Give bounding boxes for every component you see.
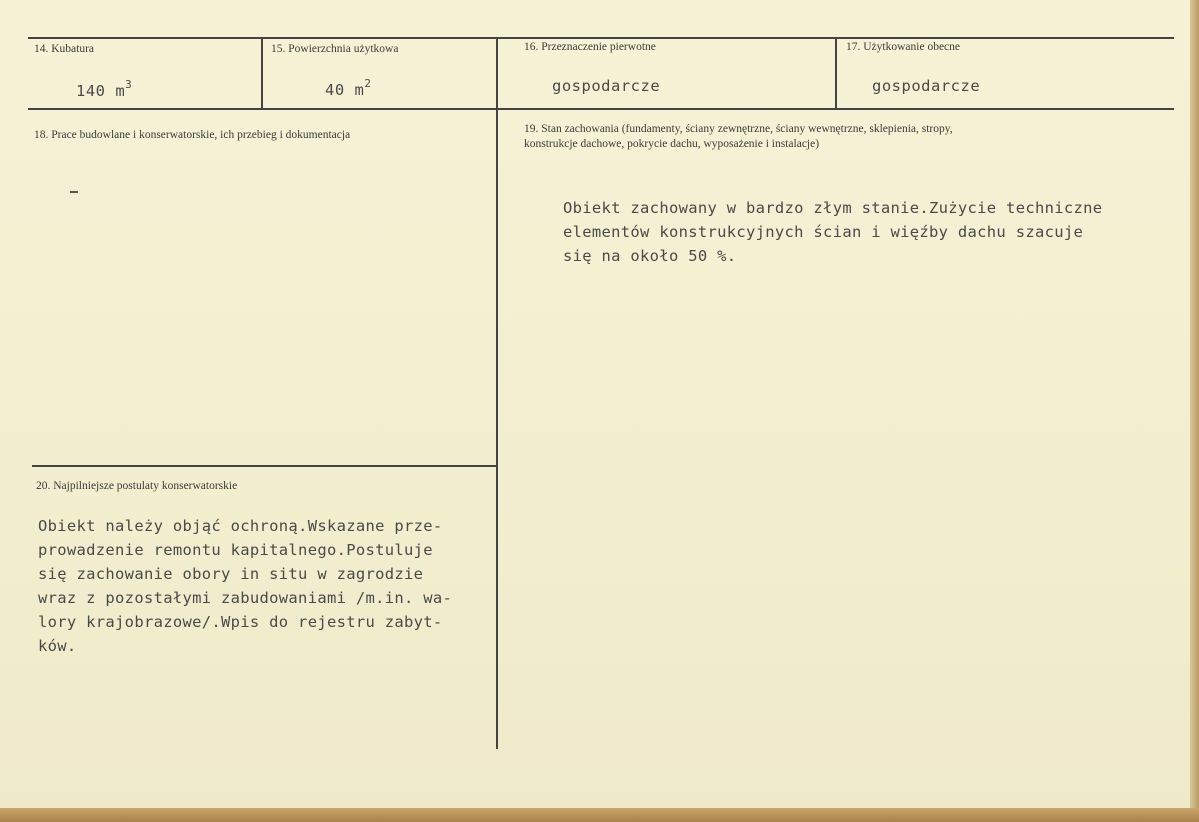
field-19-label-line1: 19. Stan zachowania (fundamenty, ściany zewnętrzne, ściany wewnętrzne, sklepienia, stropy, [524,123,953,135]
field-20-label: 20. Najpilniejsze postulaty konserwatorskie [36,480,238,492]
section18-bottom-rule [32,465,497,467]
field-16-label: 16. Przeznaczenie pierwotne [524,41,656,53]
field-20-line: Obiekt należy objąć ochroną.Wskazane prze- [38,517,443,535]
field-14-value [76,78,132,100]
row1-bottom-rule [28,108,1174,110]
field-17-label: 17. Użytkowanie obecne [846,41,961,53]
field-19-label-line2: konstrukcje dachowe, pokrycie dachu, wyposażenie i instalacje) [524,138,820,150]
divider-14-15 [261,37,263,109]
field-17-value: gospodarcze [872,77,981,95]
top-rule [28,37,1174,39]
field-14-number: 140 m [76,82,126,100]
field-20-text [38,514,452,658]
field-15-label: 15. Powierzchnia użytkowa [271,43,399,55]
field-20-line: się zachowanie obory in situ w zagrodzie [38,565,424,583]
page-edge-right [1190,0,1199,822]
field-20-line: ków. [38,637,77,655]
field-19-line: się na około 50 %. [563,247,737,265]
divider-16-17 [835,37,837,109]
field-20-line: prowadzenie remontu kapitalnego.Postuluje [38,541,433,559]
field-16-value: gospodarcze [552,77,661,95]
field-19-line: elementów konstrukcyjnych ścian i więźby dachu szacuje [563,223,1084,241]
page-edge-bottom [0,808,1199,822]
field-15-number: 40 m [325,81,365,99]
field-18-label: 18. Prace budowlane i konserwatorskie, ich przebieg i dokumentacja [34,129,351,141]
divider-main [496,37,498,749]
field-15-exponent: 2 [364,77,372,90]
field-20-line: lory krajobrazowe/.Wpis do rejestru zabyt- [38,613,443,631]
field-18-empty-dash [70,191,78,193]
field-20-line: wraz z pozostałymi zabudowaniami /m.in. wa- [38,589,453,607]
field-14-label: 14. Kubatura [34,43,95,55]
field-19-text [563,196,1102,268]
field-14-exponent: 3 [125,78,133,91]
field-19-line: Obiekt zachowany w bardzo złym stanie.Zużycie techniczne [563,199,1103,217]
field-15-value [325,77,371,99]
